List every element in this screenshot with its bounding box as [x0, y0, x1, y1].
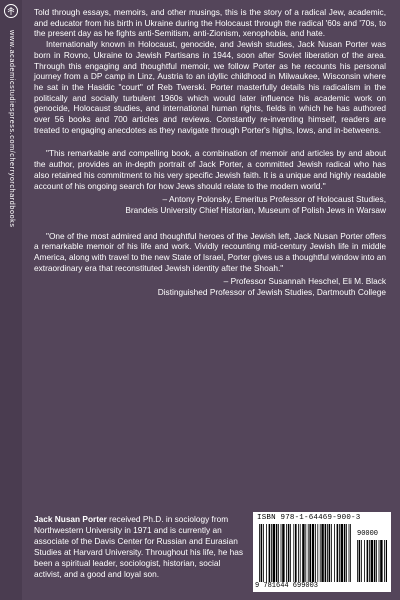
author-bio-text: received Ph.D. in sociology from Northwestern University in 1971 and is currently an associate of the Davis Center for Russian and Eurasian Studies at Harvard University. Throughout his life, he has been a spiritual leader, sociologist, historian, social activist, and a good and loyal son. — [34, 514, 244, 579]
author-name: Jack Nusan Porter — [34, 514, 107, 524]
blurb-author: – Antony Polonsky, Emeritus Professor of Holocaust Studies, — [162, 194, 386, 205]
blurb-attribution — [34, 194, 386, 215]
author-bio — [34, 514, 244, 579]
price-code: 90000 — [357, 530, 379, 538]
price-barcode-icon — [357, 540, 387, 582]
publisher-logo-icon — [4, 4, 18, 18]
isbn-label: ISBN 978-1-64469-900-3 — [257, 514, 361, 522]
barcode-icon — [259, 524, 351, 582]
spine-strip — [0, 0, 22, 600]
description-paragraph-1: Told through essays, memoirs, and other musings, this is the story of a radical Jew, academic, and educator from his birth in Ukraine during the Holocaust through the radical '60s and '70s, to the present day as he fights anti-Semitism, anti-Zionism, xenophobia, and hate. — [34, 7, 386, 39]
barcode-number: 9 781644 699003 — [255, 582, 319, 590]
blurb-author-title: Distinguished Professor of Jewish Studies, Dartmouth College — [157, 287, 386, 298]
blurb-author-title: Brandeis University Chief Historian, Museum of Polish Jews in Warsaw — [125, 204, 386, 215]
description-paragraph-2: Internationally known in Holocaust, genocide, and Jewish studies, Jack Nusan Porter was born in Rovno, Ukraine to Jewish Partisans in 1944, soon after Soviet liberation of the area. Through this engaging and thoughtful memoir, we follow Porter as he recounts his personal journey from a DP camp in Linz, Austria to an idyllic childhood in Milwaukee, Wisconsin where he sat in the Hasidic "court" of Reb Twerski. Porter masterfully details his radicalism in the politically and socially turbulent 1960s which would later influence his academic work on genocide, Holocaust studies, and international human rights, fields in which he has authored over 56 books and 700 articles and reviews. Constantly re-inventing himself, readers are treated to engaging anecdotes as they navigate through Porter's highs, lows, and in-betweens. — [34, 39, 386, 135]
blurb-2 — [34, 231, 386, 298]
blurb-attribution — [34, 276, 386, 297]
blurb-quote: "This remarkable and compelling book, a combination of memoir and articles by and about the author, provides an in-depth portrait of Jack Porter, a committed Jewish radical who has also retained his commitment to his very specific Jewish faith. It is a unique and highly readable account of his ongoing search for how Jews should relate to the modern world." — [34, 148, 386, 191]
blurb-author: – Professor Susannah Heschel, Eli M. Black — [223, 276, 386, 287]
blurb-1 — [34, 148, 386, 215]
back-cover-content — [34, 7, 386, 298]
publisher-url: www.academicstudiespress.com/cherryorchardbooks — [8, 30, 17, 228]
blurb-quote: "One of the most admired and thoughtful heroes of the Jewish left, Jack Nusan Porter offers a remarkable memoir of his life and work. Vividly recounting mid-century Jewish life in middle America, along with travel to the new State of Israel, Porter gives us a thoughtful window into an extraordinary era that reconstituted Jewish identity after the Shoah." — [34, 230, 386, 273]
barcode-box — [253, 512, 391, 592]
